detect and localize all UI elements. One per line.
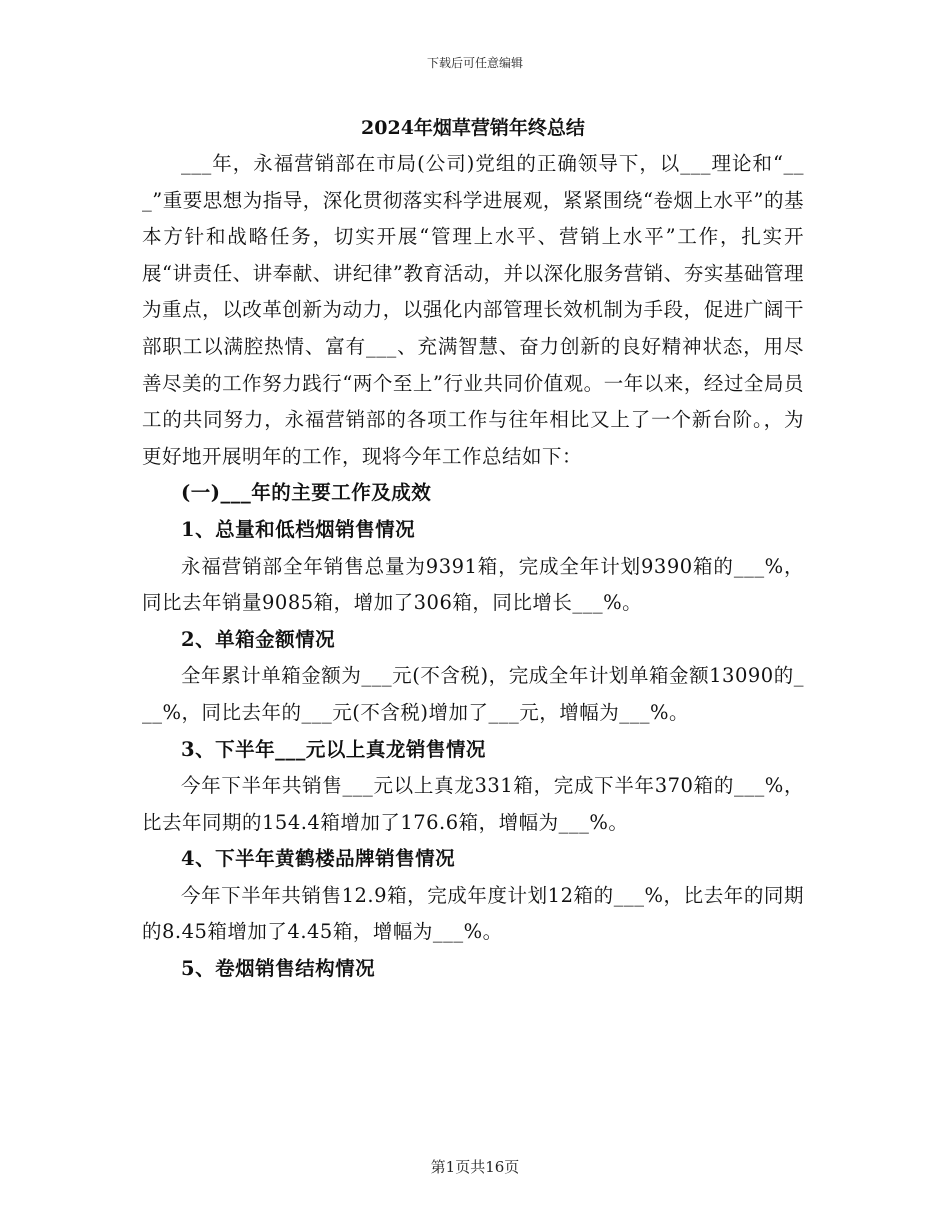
item-heading-5: 5、卷烟销售结构情况 bbox=[181, 957, 376, 981]
item-paragraph-3: 今年下半年共销售___元以上真龙331箱，完成下半年370箱的___%，比去年同期的154.4箱增加了176.6箱，增幅为___%。 bbox=[142, 774, 804, 834]
section-heading: (一)___年的主要工作及成效 bbox=[181, 481, 432, 505]
item-heading-3: 3、下半年___元以上真龙销售情况 bbox=[181, 737, 486, 761]
item-heading-4: 4、下半年黄鹤楼品牌销售情况 bbox=[181, 847, 456, 871]
item-paragraph-2: 全年累计单箱金额为___元(不含税)，完成全年计划单箱金额13090的___%，同比去年的___元(不含税)增加了___元，增幅为___%。 bbox=[142, 664, 804, 724]
document-title: 2024年烟草营销年终总结 bbox=[361, 117, 585, 139]
page-header-note: 下载后可任意编辑 bbox=[426, 56, 523, 70]
document-body bbox=[142, 110, 804, 988]
item-heading-1: 1、总量和低档烟销售情况 bbox=[181, 517, 416, 541]
item-paragraph-1: 永福营销部全年销售总量为9391箱，完成全年计划9390箱的___%，同比去年销量9085箱，增加了306箱，同比增长___%。 bbox=[142, 554, 804, 615]
intro-paragraph: ___年，永福营销部在市局(公司)党组的正确领导下，以___理论和“___”重要思想为指导，深化贯彻落实科学进展观，紧紧围绕“卷烟上水平”的基本方针和战略任务，切实开展“管理上水平、营销上水平”工作，扎实开展“讲责任、讲奉献、讲纪律”教育活动，并以深化服务营销、夯实基础管理为重点，以改革创新为动力，以强化内部管理长效机制为手段，促进广阔干部职工以满腔热情、富有___、充满智慧、奋力创新的良好精神状态，用尽善尽美的工作努力践行“两个至上”行业共同价值观。一年以来，经过全局员工的共同努力，永福营销部的各项工作与往年相比又上了一个新台阶。，为更好地开展明年的工作，现将今年工作总结如下： bbox=[142, 152, 804, 468]
page-number: 第1页共16页 bbox=[430, 1158, 520, 1176]
item-paragraph-4: 今年下半年共销售12.9箱，完成年度计划12箱的___%，比去年的同期的8.45箱增加了4.45箱，增幅为___%。 bbox=[142, 883, 804, 944]
item-heading-2: 2、单箱金额情况 bbox=[181, 627, 336, 651]
